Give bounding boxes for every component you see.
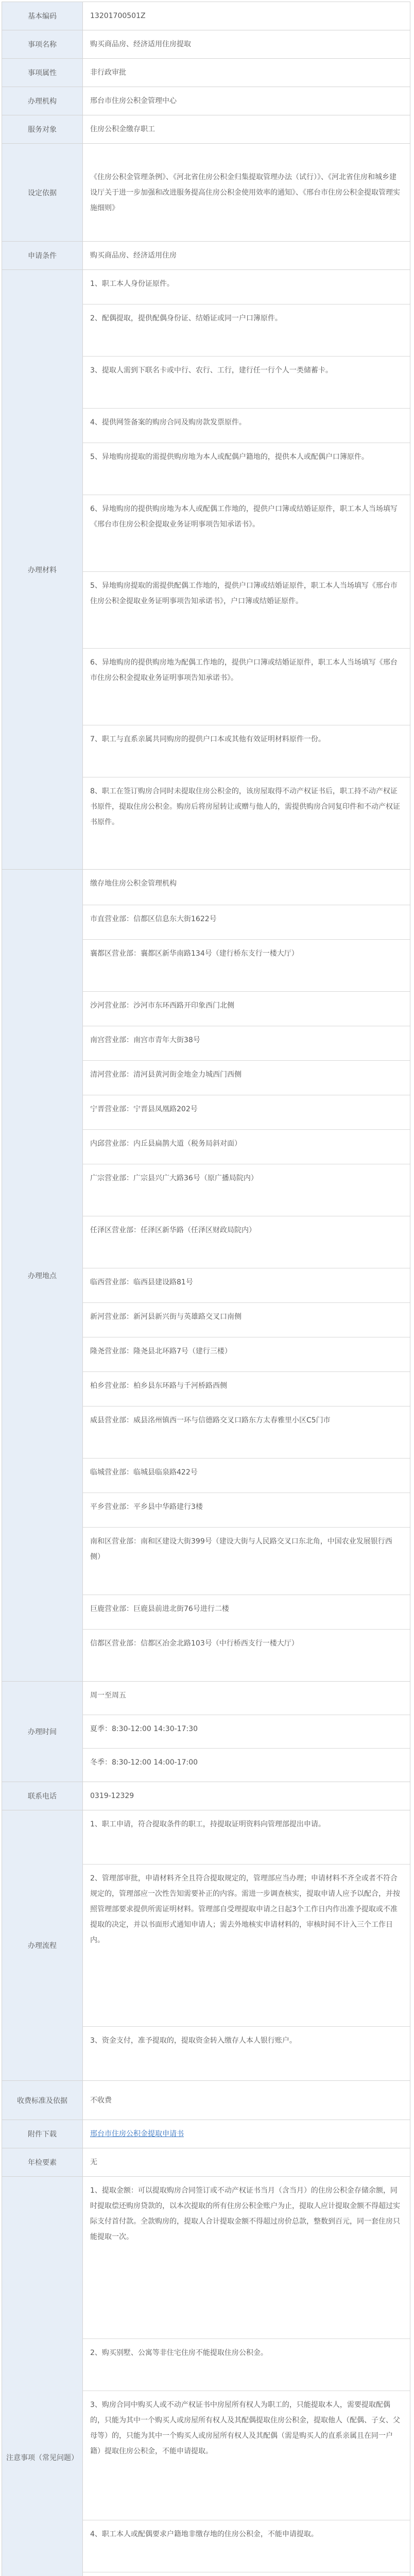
attr-label: 事项属性 <box>2 59 83 87</box>
material-item: 5、异地购房提取的需提供配偶工作地的，提供户口簿或结婚证原件，职工本人当场填写《邢台市住房公积金提取业务证明事项告知承诺书》，户口簿或结婚证原件。 <box>83 572 410 649</box>
hours-item: 周一至周五 <box>83 1682 410 1715</box>
process-step: 1、职工申请，符合提取条件的职工，持提取证明资料向管理部提出申请。 <box>83 1810 410 1865</box>
annual-label: 年检要素 <box>2 2148 83 2177</box>
location-item: 市直营业部：信都区信息东大街1622号 <box>83 905 410 940</box>
locations-list <box>83 870 410 1681</box>
location-item: 隆尧营业部：隆尧县北环路7号（建行三楼） <box>83 1337 410 1372</box>
location-item: 沙河营业部：沙河市东环西路开印象西门北侧 <box>83 992 410 1026</box>
location-item: 平乡营业部：平乡县中华路建行3楼 <box>83 1493 410 1528</box>
row-phone <box>2 1782 410 1810</box>
basis-label: 设定依据 <box>2 144 83 242</box>
material-item: 3、提取人需到下联名卡或中行、农行、工行，建行任一行个人一类储蓄卡。 <box>83 357 410 409</box>
hours-label: 办理时间 <box>2 1682 83 1782</box>
faq-label: 注意事项（常见问题） <box>2 2177 83 2576</box>
location-item: 临城营业部：临城县临泉路422号 <box>83 1459 410 1493</box>
name-value: 购买商品房、经济适用住房提取 <box>90 40 191 48</box>
location-item: 南和区营业部：南和区建设大街399号（建设大街与人民路交叉口东北角，中国农业发展银行西侧） <box>83 1528 410 1595</box>
location-item: 内邱营业部：内丘县扁鹊大道（税务局斜对面） <box>83 1130 410 1164</box>
material-item: 7、职工与直系亲属共同购房的提供户口本或其他有效证明材料原件一份。 <box>83 725 410 777</box>
row-process <box>2 1810 410 2081</box>
fee-label: 收费标准及依据 <box>2 2081 83 2120</box>
location-item: 襄都区营业部：襄都区新华南路134号（建行桥东支行一楼大厅） <box>83 940 410 992</box>
location-item: 缴存地住房公积金管理机构 <box>83 870 410 905</box>
hours-list <box>83 1682 410 1782</box>
row-locations <box>2 870 410 1682</box>
service-detail-table <box>2 2 410 2576</box>
material-item: 1、职工本人身份证原件。 <box>83 270 410 304</box>
faq-item: 2、购买别墅、公寓等非住宅住房不能提取住房公积金。 <box>83 2339 410 2391</box>
row-attr <box>2 59 410 87</box>
row-hours <box>2 1682 410 1782</box>
target-label: 服务对象 <box>2 115 83 144</box>
fee-value: 不收费 <box>90 2096 112 2105</box>
material-item: 6、异地购房的提供购房地为配偶工作地的，提供户口簿或结婚证原件，职工本人当场填写《邢台市住房公积金提取业务证明事项告知承诺书》。 <box>83 649 410 725</box>
material-item: 5、异地购房提取的需提供购房地为本人或配偶户籍地的，提供本人或配偶户口簿原件。 <box>83 443 410 495</box>
process-label: 办理流程 <box>2 1810 83 2081</box>
basis-value: 《住房公积金管理条例》、《河北省住房公积金归集提取管理办法（试行）》、《河北省住房和城乡建设厅关于进一步加强和改进服务提高住房公积金使用效率的通知》、《邢台市住房公积金提取管理实施细则》 <box>90 173 400 212</box>
attr-value: 非行政审批 <box>90 69 126 77</box>
material-item: 2、配偶提取，提供配偶身份证、结婚证或同一户口簿原件。 <box>83 304 410 357</box>
download-label: 附件下载 <box>2 2120 83 2148</box>
row-name <box>2 30 410 59</box>
org-value: 邢台市住房公积金管理中心 <box>90 97 177 105</box>
location-item: 信都区营业部：信都区冶金北路103号（中行桥西支行一楼大厅） <box>90 1639 299 1648</box>
faq-item: 3、购房合同中购买人或不动产权证书中房屋所有权人为职工的，只能提取本人，需要提取配偶的，只能为其中一个购买人或房屋所有权人及其配偶提取住房公积金，提取他人（配偶、子女、父母等）的，只能为其中一个购买人或房屋所有权人及其配偶（需是购买人的直系亲属且在同一户籍）提取住房公积金，不能申请提取。 <box>83 2391 410 2520</box>
location-item: 清河营业部：清河县黄河街金地金力城西门西侧 <box>83 1061 410 1095</box>
code-value: 13201700501Z <box>90 12 146 20</box>
process-step: 2、管理部审批，申请材料齐全且符合提取规定的，管理部应当办理；申请材料不齐全或者不符合规定的，管理部应一次性告知需要补正的内容。需进一步调查核实，提取申请人应予以配合，并按照管理部要求提供所需证明材料。管理部自受理提取申请之日起3个工作日内作出准予提取或不准提取的决定，并以书面形式通知申请人；需去外地核实申请材料的，审核时间不计入三个工作日内。 <box>83 1865 410 2027</box>
annual-value: 无 <box>90 2158 97 2166</box>
row-download <box>2 2120 410 2148</box>
process-step: 3、资金支付，准予提取的，提取资金转入缴存人本人银行账户。 <box>90 2037 297 2045</box>
hours-item: 冬季：8:30-12:00 14:00-17:00 <box>90 1758 198 1767</box>
location-label: 办理地点 <box>2 870 83 1682</box>
code-label: 基本编码 <box>2 2 83 30</box>
faq-item: 4、职工本人或配偶要求户籍地非缴存地的住房公积金，不能申请提取。 <box>83 2520 410 2572</box>
row-basis <box>2 144 410 242</box>
row-target <box>2 115 410 144</box>
location-item: 广宗营业部：广宗县兴广大路36号（原广播局院内） <box>83 1164 410 1216</box>
location-item: 宁晋营业部：宁晋县凤凰路202号 <box>83 1095 410 1130</box>
faq-list <box>83 2177 410 2576</box>
row-annual <box>2 2148 410 2177</box>
materials-list <box>83 270 410 869</box>
location-item: 巨鹿营业部：巨鹿县前进北街76号进行二楼 <box>83 1595 410 1630</box>
process-list <box>83 1810 410 2080</box>
materials-label: 办理材料 <box>2 270 83 870</box>
hours-item: 夏季：8:30-12:00 14:30-17:30 <box>83 1715 410 1749</box>
org-label: 办理机构 <box>2 87 83 115</box>
row-org <box>2 87 410 115</box>
location-item: 柏乡营业部：柏乡县东环路与千河桥路西侧 <box>83 1372 410 1406</box>
material-item: 6、异地购房的提供购房地为本人或配偶工作地的，提供户口簿或结婚证原件，职工本人当场填写《邢台市住房公积金提取业务证明事项告知承诺书》。 <box>83 495 410 572</box>
target-value: 住房公积金缴存职工 <box>90 125 155 133</box>
location-item: 新河营业部：新河县新兴街与英雄路交叉口南侧 <box>83 1303 410 1337</box>
row-cond <box>2 242 410 270</box>
cond-label: 申请条件 <box>2 242 83 270</box>
row-faq <box>2 2177 410 2576</box>
location-item: 威县营业部：威县洺州镇西一环与信德路交叉口路东方太春雅里小区C5门市 <box>83 1406 410 1459</box>
faq-item: 1、提取金额：可以提取购房合同签订或不动产权证书当月（含当月）的住房公积金存储余额，同时提取偿还购房贷款的，以本次提取的所有住房公积金账户为止，提取人应计提取金额不得超过实际支付首付款。全款购房的，提取人合计提取金额不得超过房价总款，整数到百元，同一套住房只能提取一次。 <box>83 2177 410 2339</box>
phone-label: 联系电话 <box>2 1782 83 1810</box>
material-item: 4、提供网签备案的购房合同及购房款发票原件。 <box>83 409 410 443</box>
material-item: 8、职工在签订购房合同时未提取住房公积金的，该房屋取得不动产权证书后，职工持不动产权证书原件，提取住房公积金。购房后将房屋转让或赠与他人的，需提供购房合同复印件和不动产权证书原件。 <box>90 787 400 826</box>
cond-value: 购买商品房、经济适用住房 <box>90 251 177 260</box>
location-item: 南宫营业部：南宫市青年大街38号 <box>83 1026 410 1061</box>
application-form-download-link[interactable]: 邢台市住房公积金提取申请书 <box>90 2130 184 2138</box>
location-item: 任泽区营业部：任泽区新华路（任泽区财政局院内） <box>83 1216 410 1268</box>
location-item: 临西营业部：临西县建设路81号 <box>83 1268 410 1303</box>
name-label: 事项名称 <box>2 30 83 59</box>
phone-value: 0319-12329 <box>90 1792 134 1800</box>
row-code <box>2 2 410 30</box>
row-fee <box>2 2081 410 2120</box>
faq-item <box>83 2572 410 2576</box>
row-materials <box>2 270 410 870</box>
